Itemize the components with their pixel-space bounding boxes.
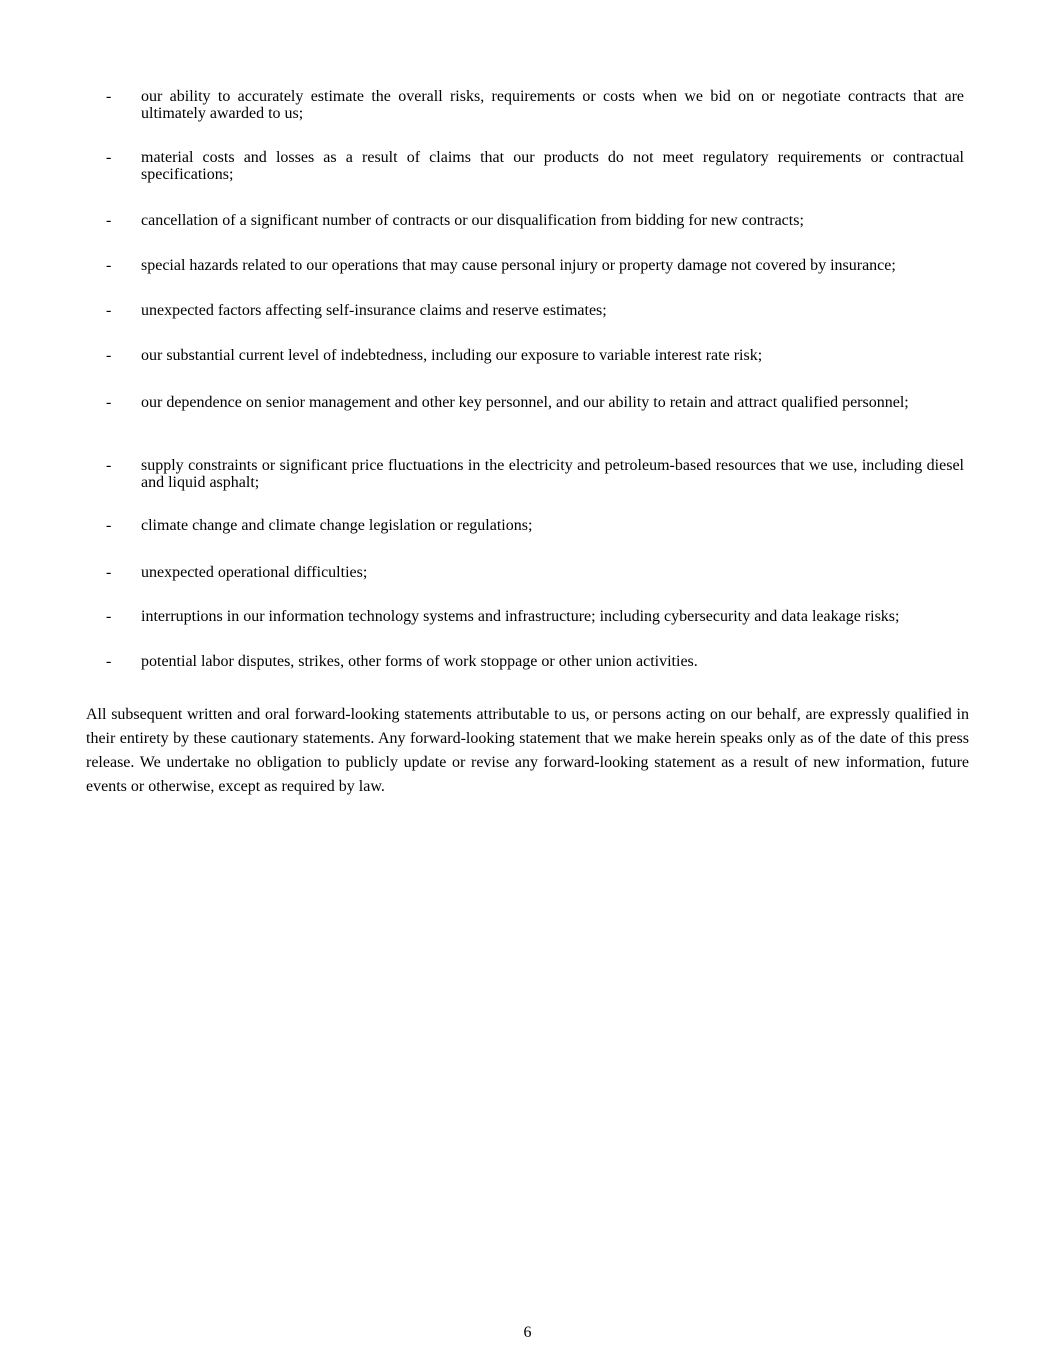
list-bullet: - <box>106 347 112 364</box>
list-item-text: interruptions in our information technology systems and infrastructure; including cybersecurity and data leakage risks; <box>141 608 900 625</box>
list-item-text: our dependence on senior management and other key personnel, and our ability to retain and attract qualified personnel; <box>141 394 909 411</box>
page-number: 6 <box>523 1324 532 1341</box>
list-item-text: material costs and losses as a result of claims that our products do not meet regulatory requirements or contractual specifications; <box>141 149 964 183</box>
list-bullet: - <box>106 457 112 474</box>
list-bullet: - <box>106 653 112 670</box>
list-item-text: supply constraints or significant price fluctuations in the electricity and petroleum-based resources that we use, including diesel and liquid asphalt; <box>141 457 964 491</box>
list-bullet: - <box>106 257 112 274</box>
closing-paragraph: All subsequent written and oral forward-looking statements attributable to us, or persons acting on our behalf, are expressly qualified in their entirety by these cautionary statements. Any forward-looking statement that we make herein speaks only as of the date of this press release. We undertake no obligation to publicly update or revise any forward-looking statement as a result of new information, future events or otherwise, except as required by law. <box>86 706 969 795</box>
list-item-text: climate change and climate change legislation or regulations; <box>141 517 533 534</box>
list-item-text: our ability to accurately estimate the overall risks, requirements or costs when we bid on or negotiate contracts that are ultimately awarded to us; <box>141 88 964 122</box>
list-item-text: unexpected operational difficulties; <box>141 564 368 581</box>
list-bullet: - <box>106 394 112 411</box>
list-item-text: unexpected factors affecting self-insurance claims and reserve estimates; <box>141 302 607 319</box>
list-bullet: - <box>106 517 112 534</box>
list-item-text: our substantial current level of indebtedness, including our exposure to variable interest rate risk; <box>141 347 763 364</box>
list-item-text: special hazards related to our operations that may cause personal injury or property damage not covered by insurance; <box>141 257 896 274</box>
list-item-text: potential labor disputes, strikes, other forms of work stoppage or other union activities. <box>141 653 698 670</box>
list-bullet: - <box>106 302 112 319</box>
list-item-text: cancellation of a significant number of contracts or our disqualification from bidding for new contracts; <box>141 212 804 229</box>
list-bullet: - <box>106 149 112 166</box>
list-bullet: - <box>106 564 112 581</box>
list-bullet: - <box>106 212 112 229</box>
list-bullet: - <box>106 88 112 105</box>
list-bullet: - <box>106 608 112 625</box>
